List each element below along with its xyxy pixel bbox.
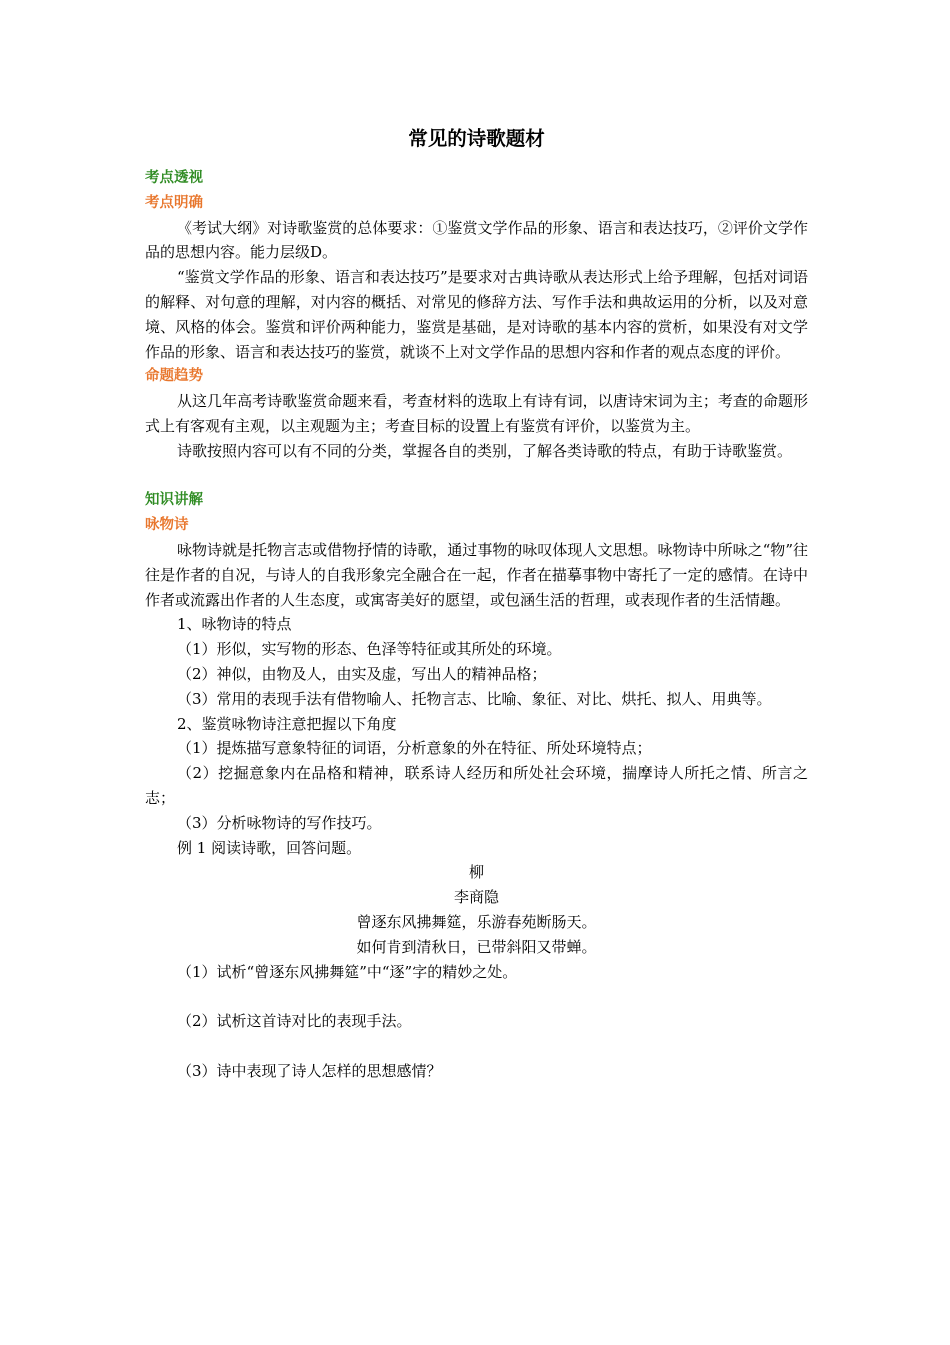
list-item-feature: （1）形似，实写物的形态、色泽等特征或其所处的环境。 [177,640,562,659]
document-title: 常见的诗歌题材 [408,127,545,150]
paragraph-appreciation-explanation: “鉴赏文学作品的形象、语言和表达技巧”是要求对古典诗歌从表达形式上给予理解，包括对词语的解释、对句意的理解，对内容的概括、对常见的修辞方法、写作手法和典故运用的分析，以及对意境、风格的体会。鉴赏和评价两种能力，鉴赏是基础，是对诗歌的基本内容的赏析，如果没有对文学作品的形象、语言和表达技巧的鉴赏，就谈不上对文学作品的思想内容和作者的观点态度的评价。 [145,268,808,361]
list-heading-appreciation-angles: 2、鉴赏咏物诗注意把握以下角度 [177,714,397,733]
example-prompt: 例 1 阅读诗歌，回答问题。 [177,838,362,857]
question-item: （3）诗中表现了诗人怎样的思想感情？ [177,1061,442,1080]
poem-author: 李商隐 [453,888,499,907]
poem-line: 如何肯到清秋日，已带斜阳又带蝉。 [356,937,597,956]
section-heading-kaodian-toushi: 考点透视 [145,170,203,186]
question-item: （1）试析“曾逐东风拂舞筵”中“逐”字的精妙之处。 [177,962,518,981]
list-item-angle: （3）分析咏物诗的写作技巧。 [177,813,382,832]
paragraph-exam-requirements: 《考试大纲》对诗歌鉴赏的总体要求：①鉴赏文学作品的形象、语言和表达技巧，②评价文学作品的思想内容。能力层级D。 [145,218,808,262]
answer-space [145,984,808,1009]
subsection-heading-yongwushi: 咏物诗 [145,517,189,534]
list-heading-features: 1、咏物诗的特点 [177,615,292,634]
subsection-heading-kaodian-mingque: 考点明确 [145,194,203,211]
list-item-angle: （2）挖掘意象内在品格和精神，联系诗人经历和所处社会环境，揣摩诗人所托之情、所言之志； [145,764,808,807]
paragraph-yongwushi-definition: 咏物诗就是托物言志或借物抒情的诗歌，通过事物的咏叹体现人文思想。咏物诗中所咏之“物”往往是作者的自况，与诗人的自我形象完全融合在一起，作者在描摹事物中寄托了一定的感情。在诗中作者或流露出作者的人生态度，或寓寄美好的愿望，或包涵生活的哲理，或表现作者的生活情趣。 [145,540,808,609]
answer-space [145,1034,808,1059]
document-page [145,124,808,1083]
poem-title: 柳 [468,863,484,882]
question-item: （2）试析这首诗对比的表现手法。 [177,1012,412,1031]
list-item-feature: （3）常用的表现手法有借物喻人、托物言志、比喻、象征、对比、烘托、拟人、用典等。 [177,689,772,708]
blank-line [145,464,808,489]
subsection-heading-mingti-qushi: 命题趋势 [145,368,203,385]
list-item-angle: （1）提炼描写意象特征的词语，分析意象的外在特征、所处环境特点； [177,739,652,758]
section-heading-zhishi-jiangjie: 知识讲解 [145,492,203,509]
paragraph-exam-trend: 从这几年高考诗歌鉴赏命题来看，考查材料的选取上有诗有词，以唐诗宋词为主；考查的命题形式上有客观有主观，以主观题为主；考查目标的设置上有鉴赏有评价，以鉴赏为主。 [145,392,808,435]
paragraph-classification: 诗歌按照内容可以有不同的分类，掌握各自的类别，了解各类诗歌的特点，有助于诗歌鉴赏。 [177,441,793,460]
poem-line: 曾逐东风拂舞筵，乐游春苑断肠天。 [356,912,597,931]
list-item-feature: （2）神似，由物及人，由实及虚，写出人的精神品格； [177,664,547,683]
